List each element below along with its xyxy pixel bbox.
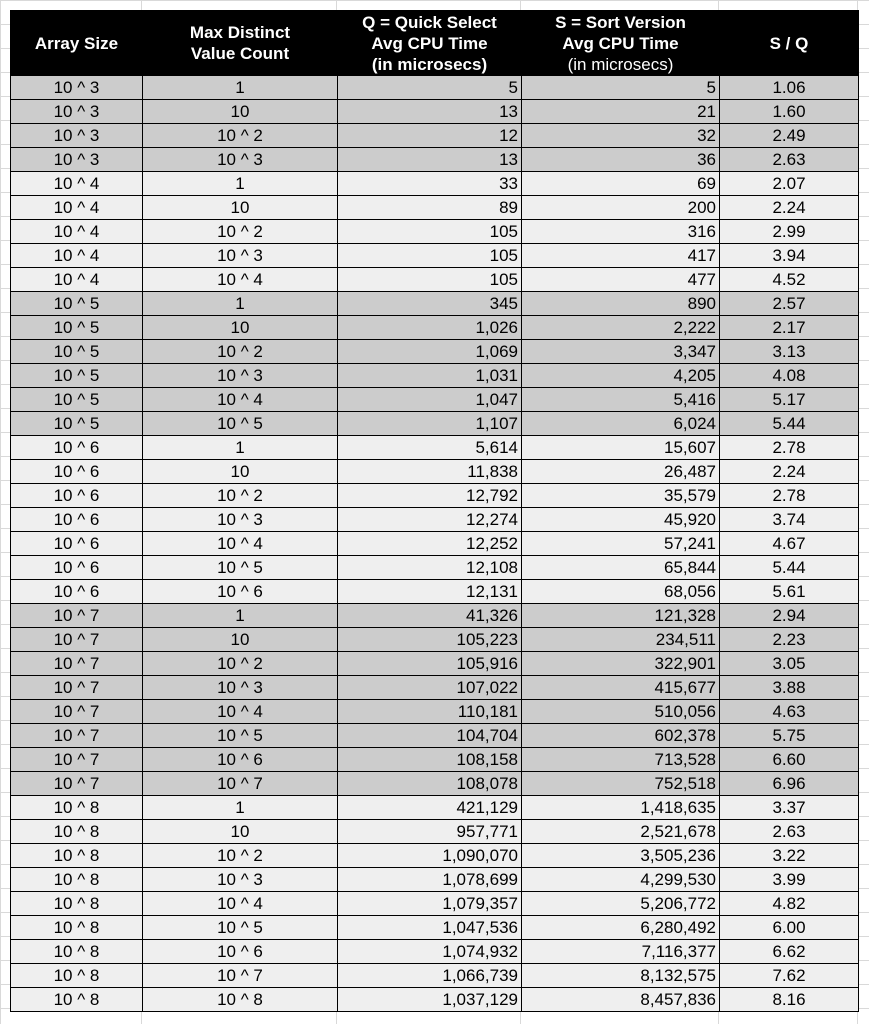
array-size-cell[interactable]: 10 ^ 8 <box>11 964 143 988</box>
header-ratio-line-1: S / Q <box>769 33 809 53</box>
array-size-cell[interactable]: 10 ^ 3 <box>11 124 143 148</box>
quick-select-time-cell[interactable]: 89 <box>338 196 522 220</box>
array-size-cell[interactable]: 10 ^ 4 <box>11 268 143 292</box>
array-size-cell[interactable]: 10 ^ 8 <box>11 796 143 820</box>
array-size-cell[interactable]: 10 ^ 8 <box>11 988 143 1012</box>
max-distinct-cell[interactable]: 10 <box>143 316 338 340</box>
ratio-cell[interactable]: 3.88 <box>720 676 859 700</box>
array-size-cell[interactable]: 10 ^ 4 <box>11 172 143 196</box>
max-distinct-cell[interactable]: 10 ^ 3 <box>143 868 338 892</box>
quick-select-time-cell[interactable]: 345 <box>338 292 522 316</box>
ratio-cell[interactable]: 3.74 <box>720 508 859 532</box>
quick-select-time-cell[interactable]: 105,223 <box>338 628 522 652</box>
max-distinct-cell[interactable]: 10 ^ 7 <box>143 964 338 988</box>
sort-version-time-cell[interactable]: 200 <box>522 196 720 220</box>
max-distinct-cell[interactable]: 10 ^ 5 <box>143 556 338 580</box>
sort-version-time-cell[interactable]: 510,056 <box>522 700 720 724</box>
max-distinct-cell[interactable]: 10 ^ 6 <box>143 580 338 604</box>
sort-version-time-cell[interactable]: 68,056 <box>522 580 720 604</box>
table-row <box>11 772 859 796</box>
header-array-size[interactable] <box>11 11 143 76</box>
array-size-cell[interactable]: 10 ^ 6 <box>11 532 143 556</box>
quick-select-time-cell[interactable]: 13 <box>338 148 522 172</box>
ratio-cell[interactable]: 2.78 <box>720 484 859 508</box>
ratio-cell[interactable]: 5.17 <box>720 388 859 412</box>
sort-version-time-cell[interactable]: 2,222 <box>522 316 720 340</box>
sort-version-time-cell[interactable]: 316 <box>522 220 720 244</box>
max-distinct-cell[interactable]: 10 ^ 4 <box>143 532 338 556</box>
quick-select-time-cell[interactable]: 957,771 <box>338 820 522 844</box>
array-size-cell[interactable]: 10 ^ 5 <box>11 316 143 340</box>
table-row <box>11 532 859 556</box>
array-size-cell[interactable]: 10 ^ 7 <box>11 676 143 700</box>
table-row <box>11 316 859 340</box>
ratio-cell[interactable]: 1.60 <box>720 100 859 124</box>
header-row <box>11 11 859 76</box>
table-row <box>11 220 859 244</box>
array-size-cell[interactable]: 10 ^ 6 <box>11 556 143 580</box>
table-row <box>11 940 859 964</box>
ratio-cell[interactable]: 5.44 <box>720 556 859 580</box>
ratio-cell[interactable]: 4.52 <box>720 268 859 292</box>
array-size-cell[interactable]: 10 ^ 8 <box>11 916 143 940</box>
sort-version-time-cell[interactable]: 15,607 <box>522 436 720 460</box>
table-row <box>11 364 859 388</box>
table-row <box>11 916 859 940</box>
quick-select-time-cell[interactable]: 12 <box>338 124 522 148</box>
table-row <box>11 748 859 772</box>
array-size-cell[interactable]: 10 ^ 7 <box>11 604 143 628</box>
quick-select-time-cell[interactable]: 421,129 <box>338 796 522 820</box>
quick-select-time-cell[interactable]: 41,326 <box>338 604 522 628</box>
array-size-cell[interactable]: 10 ^ 7 <box>11 700 143 724</box>
max-distinct-cell[interactable]: 10 ^ 3 <box>143 364 338 388</box>
table-row <box>11 892 859 916</box>
sort-version-time-cell[interactable]: 752,518 <box>522 772 720 796</box>
table-row <box>11 820 859 844</box>
quick-select-time-cell[interactable]: 104,704 <box>338 724 522 748</box>
quick-select-time-cell[interactable]: 1,078,699 <box>338 868 522 892</box>
ratio-cell[interactable]: 4.67 <box>720 532 859 556</box>
sort-version-time-cell[interactable]: 4,205 <box>522 364 720 388</box>
array-size-cell[interactable]: 10 ^ 6 <box>11 436 143 460</box>
quick-select-time-cell[interactable]: 1,037,129 <box>338 988 522 1012</box>
array-size-cell[interactable]: 10 ^ 5 <box>11 364 143 388</box>
max-distinct-cell[interactable]: 10 ^ 4 <box>143 268 338 292</box>
sort-version-time-cell[interactable]: 65,844 <box>522 556 720 580</box>
table-row <box>11 100 859 124</box>
array-size-cell[interactable]: 10 ^ 4 <box>11 244 143 268</box>
max-distinct-cell[interactable]: 1 <box>143 172 338 196</box>
quick-select-time-cell[interactable]: 1,069 <box>338 340 522 364</box>
array-size-cell[interactable]: 10 ^ 8 <box>11 844 143 868</box>
quick-select-time-cell[interactable]: 11,838 <box>338 460 522 484</box>
quick-select-time-cell[interactable]: 1,066,739 <box>338 964 522 988</box>
array-size-cell[interactable]: 10 ^ 5 <box>11 340 143 364</box>
sort-version-time-cell[interactable]: 5 <box>522 76 720 100</box>
quick-select-time-cell[interactable]: 107,022 <box>338 676 522 700</box>
array-size-cell[interactable]: 10 ^ 7 <box>11 652 143 676</box>
max-distinct-cell[interactable]: 10 ^ 6 <box>143 748 338 772</box>
ratio-cell[interactable]: 3.13 <box>720 340 859 364</box>
max-distinct-cell[interactable]: 10 ^ 2 <box>143 652 338 676</box>
sort-version-time-cell[interactable]: 45,920 <box>522 508 720 532</box>
sort-version-time-cell[interactable]: 4,299,530 <box>522 868 720 892</box>
header-sort-version-line-2: Avg CPU Time <box>562 33 679 53</box>
quick-select-time-cell[interactable]: 1,079,357 <box>338 892 522 916</box>
sort-version-time-cell[interactable]: 7,116,377 <box>522 940 720 964</box>
max-distinct-cell[interactable]: 10 ^ 8 <box>143 988 338 1012</box>
quick-select-time-cell[interactable]: 105,916 <box>338 652 522 676</box>
quick-select-time-cell[interactable]: 108,078 <box>338 772 522 796</box>
quick-select-time-cell[interactable]: 12,131 <box>338 580 522 604</box>
array-size-cell[interactable]: 10 ^ 8 <box>11 892 143 916</box>
table-row <box>11 676 859 700</box>
array-size-cell[interactable]: 10 ^ 8 <box>11 940 143 964</box>
ratio-cell[interactable]: 4.82 <box>720 892 859 916</box>
max-distinct-cell[interactable]: 10 ^ 3 <box>143 676 338 700</box>
sort-version-time-cell[interactable]: 8,132,575 <box>522 964 720 988</box>
table-row <box>11 964 859 988</box>
table-row <box>11 196 859 220</box>
ratio-cell[interactable]: 5.61 <box>720 580 859 604</box>
array-size-cell[interactable]: 10 ^ 6 <box>11 484 143 508</box>
table-row <box>11 412 859 436</box>
max-distinct-cell[interactable]: 10 ^ 2 <box>143 220 338 244</box>
quick-select-time-cell[interactable]: 1,074,932 <box>338 940 522 964</box>
table-row <box>11 724 859 748</box>
header-array-size-line-1: Array Size <box>34 33 119 53</box>
sort-version-time-cell[interactable]: 3,505,236 <box>522 844 720 868</box>
ratio-cell[interactable]: 6.60 <box>720 748 859 772</box>
table-row <box>11 292 859 316</box>
array-size-cell[interactable]: 10 ^ 6 <box>11 460 143 484</box>
header-sort-version-time[interactable] <box>522 11 720 76</box>
sort-version-time-cell[interactable]: 5,206,772 <box>522 892 720 916</box>
ratio-cell[interactable]: 2.23 <box>720 628 859 652</box>
quick-select-time-cell[interactable]: 12,792 <box>338 484 522 508</box>
max-distinct-cell[interactable]: 10 ^ 5 <box>143 412 338 436</box>
array-size-cell[interactable]: 10 ^ 4 <box>11 196 143 220</box>
sort-version-time-cell[interactable]: 477 <box>522 268 720 292</box>
ratio-cell[interactable]: 2.94 <box>720 604 859 628</box>
ratio-cell[interactable]: 3.37 <box>720 796 859 820</box>
max-distinct-cell[interactable]: 10 ^ 4 <box>143 892 338 916</box>
quick-select-time-cell[interactable]: 1,107 <box>338 412 522 436</box>
ratio-cell[interactable]: 3.05 <box>720 652 859 676</box>
array-size-cell[interactable]: 10 ^ 3 <box>11 100 143 124</box>
max-distinct-cell[interactable]: 10 ^ 3 <box>143 148 338 172</box>
array-size-cell[interactable]: 10 ^ 5 <box>11 412 143 436</box>
ratio-cell[interactable]: 7.62 <box>720 964 859 988</box>
table-row <box>11 508 859 532</box>
table-row <box>11 340 859 364</box>
quick-select-time-cell[interactable]: 105 <box>338 268 522 292</box>
max-distinct-cell[interactable]: 10 ^ 4 <box>143 700 338 724</box>
header-quick-select-line-2: Avg CPU Time <box>371 33 488 53</box>
table-row <box>11 172 859 196</box>
ratio-cell[interactable]: 3.94 <box>720 244 859 268</box>
array-size-cell[interactable]: 10 ^ 7 <box>11 628 143 652</box>
table-row <box>11 124 859 148</box>
sort-version-time-cell[interactable]: 6,024 <box>522 412 720 436</box>
array-size-cell[interactable]: 10 ^ 3 <box>11 148 143 172</box>
sort-version-time-cell[interactable]: 234,511 <box>522 628 720 652</box>
ratio-cell[interactable]: 1.06 <box>720 76 859 100</box>
table-row <box>11 76 859 100</box>
ratio-cell[interactable]: 4.63 <box>720 700 859 724</box>
array-size-cell[interactable]: 10 ^ 5 <box>11 292 143 316</box>
ratio-cell[interactable]: 2.63 <box>720 820 859 844</box>
ratio-cell[interactable]: 6.00 <box>720 916 859 940</box>
sort-version-time-cell[interactable]: 121,328 <box>522 604 720 628</box>
sort-version-time-cell[interactable]: 8,457,836 <box>522 988 720 1012</box>
table-row <box>11 796 859 820</box>
array-size-cell[interactable]: 10 ^ 6 <box>11 580 143 604</box>
max-distinct-cell[interactable]: 10 <box>143 196 338 220</box>
ratio-cell[interactable]: 3.22 <box>720 844 859 868</box>
sort-version-time-cell[interactable]: 6,280,492 <box>522 916 720 940</box>
table-row <box>11 700 859 724</box>
header-ratio[interactable] <box>720 11 859 76</box>
table-row <box>11 388 859 412</box>
quick-select-time-cell[interactable]: 1,031 <box>338 364 522 388</box>
table-row <box>11 628 859 652</box>
max-distinct-cell[interactable]: 10 ^ 5 <box>143 916 338 940</box>
max-distinct-cell[interactable]: 10 <box>143 460 338 484</box>
sort-version-time-cell[interactable]: 417 <box>522 244 720 268</box>
max-distinct-cell[interactable]: 10 ^ 7 <box>143 772 338 796</box>
header-max-distinct-line-2: Value Count <box>190 44 290 63</box>
quick-select-time-cell[interactable]: 108,158 <box>338 748 522 772</box>
max-distinct-cell[interactable]: 1 <box>143 436 338 460</box>
header-sort-version-subline: (in microsecs) <box>567 54 674 74</box>
quick-select-time-cell[interactable]: 105 <box>338 220 522 244</box>
table-row <box>11 652 859 676</box>
ratio-cell[interactable]: 2.07 <box>720 172 859 196</box>
quick-select-time-cell[interactable]: 12,108 <box>338 556 522 580</box>
table-row <box>11 988 859 1012</box>
array-size-cell[interactable]: 10 ^ 7 <box>11 724 143 748</box>
sort-version-time-cell[interactable]: 5,416 <box>522 388 720 412</box>
sort-version-time-cell[interactable]: 21 <box>522 100 720 124</box>
header-quick-select-time[interactable] <box>338 11 522 76</box>
max-distinct-cell[interactable]: 10 ^ 2 <box>143 340 338 364</box>
table-row <box>11 844 859 868</box>
ratio-cell[interactable]: 5.75 <box>720 724 859 748</box>
max-distinct-cell[interactable]: 10 ^ 3 <box>143 244 338 268</box>
array-size-cell[interactable]: 10 ^ 5 <box>11 388 143 412</box>
max-distinct-cell[interactable]: 10 <box>143 820 338 844</box>
max-distinct-cell[interactable]: 10 <box>143 100 338 124</box>
quick-select-time-cell[interactable]: 13 <box>338 100 522 124</box>
sort-version-time-cell[interactable]: 57,241 <box>522 532 720 556</box>
table-row <box>11 244 859 268</box>
sort-version-time-cell[interactable]: 602,378 <box>522 724 720 748</box>
table-row <box>11 148 859 172</box>
ratio-cell[interactable]: 2.78 <box>720 436 859 460</box>
ratio-cell[interactable]: 2.24 <box>720 196 859 220</box>
ratio-cell[interactable]: 2.24 <box>720 460 859 484</box>
max-distinct-cell[interactable]: 1 <box>143 292 338 316</box>
results-table <box>10 10 859 1012</box>
max-distinct-cell[interactable]: 10 ^ 3 <box>143 508 338 532</box>
max-distinct-cell[interactable]: 1 <box>143 76 338 100</box>
quick-select-time-cell[interactable]: 1,047,536 <box>338 916 522 940</box>
array-size-cell[interactable]: 10 ^ 3 <box>11 76 143 100</box>
max-distinct-cell[interactable]: 10 ^ 2 <box>143 124 338 148</box>
max-distinct-cell[interactable]: 10 <box>143 628 338 652</box>
ratio-cell[interactable]: 8.16 <box>720 988 859 1012</box>
ratio-cell[interactable]: 2.57 <box>720 292 859 316</box>
header-quick-select-line-1: Q = Quick Select <box>362 12 497 32</box>
array-size-cell[interactable]: 10 ^ 7 <box>11 772 143 796</box>
max-distinct-cell[interactable]: 1 <box>143 796 338 820</box>
quick-select-time-cell[interactable]: 1,047 <box>338 388 522 412</box>
sort-version-time-cell[interactable]: 322,901 <box>522 652 720 676</box>
sort-version-time-cell[interactable]: 69 <box>522 172 720 196</box>
ratio-cell[interactable]: 2.49 <box>720 124 859 148</box>
sort-version-time-cell[interactable]: 36 <box>522 148 720 172</box>
table-row <box>11 484 859 508</box>
sort-version-time-cell[interactable]: 415,677 <box>522 676 720 700</box>
quick-select-time-cell[interactable]: 110,181 <box>338 700 522 724</box>
table-row <box>11 268 859 292</box>
quick-select-time-cell[interactable]: 5 <box>338 76 522 100</box>
ratio-cell[interactable]: 4.08 <box>720 364 859 388</box>
max-distinct-cell[interactable]: 1 <box>143 604 338 628</box>
ratio-cell[interactable]: 2.63 <box>720 148 859 172</box>
max-distinct-cell[interactable]: 10 ^ 2 <box>143 484 338 508</box>
quick-select-time-cell[interactable]: 1,026 <box>338 316 522 340</box>
array-size-cell[interactable]: 10 ^ 6 <box>11 508 143 532</box>
quick-select-time-cell[interactable]: 5,614 <box>338 436 522 460</box>
table-row <box>11 556 859 580</box>
max-distinct-cell[interactable]: 10 ^ 6 <box>143 940 338 964</box>
sort-version-time-cell[interactable]: 26,487 <box>522 460 720 484</box>
array-size-cell[interactable]: 10 ^ 8 <box>11 820 143 844</box>
sort-version-time-cell[interactable]: 35,579 <box>522 484 720 508</box>
sort-version-time-cell[interactable]: 713,528 <box>522 748 720 772</box>
ratio-cell[interactable]: 2.17 <box>720 316 859 340</box>
header-max-distinct-line-1: Max Distinct <box>189 23 291 42</box>
table-row <box>11 460 859 484</box>
quick-select-time-cell[interactable]: 12,274 <box>338 508 522 532</box>
ratio-cell[interactable]: 5.44 <box>720 412 859 436</box>
ratio-cell[interactable]: 3.99 <box>720 868 859 892</box>
table-row <box>11 868 859 892</box>
table-row <box>11 604 859 628</box>
header-sort-version-line-1: S = Sort Version <box>555 12 686 32</box>
sort-version-time-cell[interactable]: 32 <box>522 124 720 148</box>
quick-select-time-cell[interactable]: 12,252 <box>338 532 522 556</box>
sort-version-time-cell[interactable]: 1,418,635 <box>522 796 720 820</box>
max-distinct-cell[interactable]: 10 ^ 5 <box>143 724 338 748</box>
sort-version-time-cell[interactable]: 890 <box>522 292 720 316</box>
max-distinct-cell[interactable]: 10 ^ 2 <box>143 844 338 868</box>
table-row <box>11 436 859 460</box>
ratio-cell[interactable]: 2.99 <box>720 220 859 244</box>
table-row <box>11 580 859 604</box>
array-size-cell[interactable]: 10 ^ 7 <box>11 748 143 772</box>
ratio-cell[interactable]: 6.96 <box>720 772 859 796</box>
header-max-distinct-value-count[interactable] <box>143 11 338 76</box>
max-distinct-cell[interactable]: 10 ^ 4 <box>143 388 338 412</box>
ratio-cell[interactable]: 6.62 <box>720 940 859 964</box>
header-quick-select-line-3: (in microsecs) <box>371 54 488 74</box>
quick-select-time-cell[interactable]: 1,090,070 <box>338 844 522 868</box>
array-size-cell[interactable]: 10 ^ 8 <box>11 868 143 892</box>
sort-version-time-cell[interactable]: 3,347 <box>522 340 720 364</box>
quick-select-time-cell[interactable]: 105 <box>338 244 522 268</box>
sort-version-time-cell[interactable]: 2,521,678 <box>522 820 720 844</box>
array-size-cell[interactable]: 10 ^ 4 <box>11 220 143 244</box>
table-body <box>11 76 859 1012</box>
quick-select-time-cell[interactable]: 33 <box>338 172 522 196</box>
